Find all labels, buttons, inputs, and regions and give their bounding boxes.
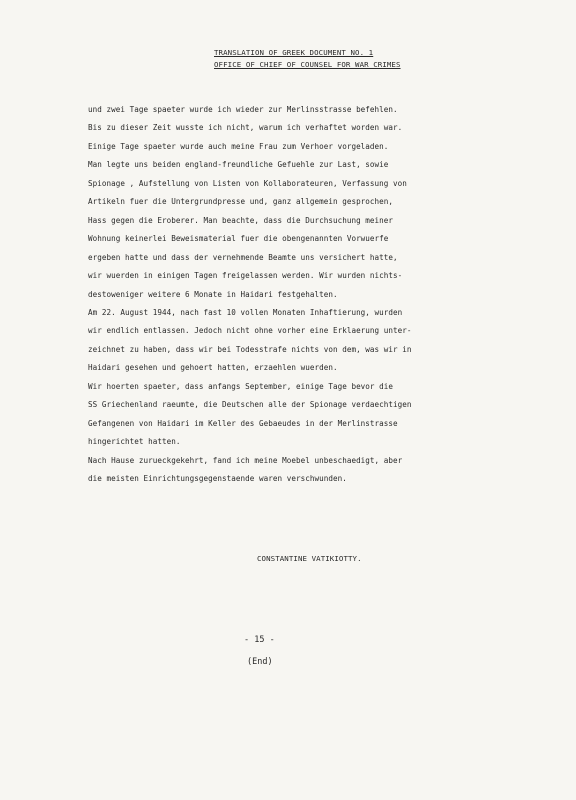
page-number: - 15 - [244, 635, 275, 645]
body-text [88, 101, 488, 489]
body-line: Haidari gesehen und gehoert hatten, erzaehlen wuerden. [88, 363, 338, 373]
header-translation-line: TRANSLATION OF GREEK DOCUMENT NO. 1 [214, 48, 374, 57]
body-line: Hass gegen die Eroberer. Man beachte, dass die Durchsuchung meiner [88, 215, 394, 225]
body-line: Man legte uns beiden england-freundliche Gefuehle zur Last, sowie [88, 160, 389, 170]
body-line: Nach Hause zurueckgekehrt, fand ich meine Moebel unbeschaedigt, aber [88, 455, 403, 465]
document-header [214, 47, 424, 71]
body-line: Wohnung keinerlei Beweismaterial fuer die obengenannten Vorwuerfe [88, 234, 389, 244]
body-line: Wir hoerten spaeter, dass anfangs September, einige Tage bevor die [88, 381, 394, 391]
body-line: wir wuerden in einigen Tagen freigelassen werden. Wir wurden nichts- [88, 271, 403, 281]
body-line: destoweniger weitere 6 Monate in Haidari festgehalten. [88, 289, 338, 299]
body-line: Einige Tage spaeter wurde auch meine Frau zum Verhoer vorgeladen. [88, 141, 389, 151]
body-line: Artikeln fuer die Untergrundpresse und, ganz allgemein gesprochen, [88, 197, 394, 207]
body-line: SS Griechenland raeumte, die Deutschen alle der Spionage verdaechtigen [88, 400, 412, 410]
body-line: ergeben hatte und dass der vernehmende Beamte uns versichert hatte, [88, 252, 398, 262]
body-line: hingerichtet hatten. [88, 437, 181, 447]
body-line: und zwei Tage spaeter wurde ich wieder zur Merlinsstrasse befehlen. [88, 105, 398, 114]
header-office-line: OFFICE OF CHIEF OF COUNSEL FOR WAR CRIMES [214, 60, 401, 69]
body-line: Gefangenen von Haidari im Keller des Gebaeudes in der Merlinstrasse [88, 418, 398, 428]
body-line: die meisten Einrichtungsgegenstaende waren verschwunden. [88, 474, 347, 484]
body-line: Spionage , Aufstellung von Listen von Kollaborateuren, Verfassung von [88, 178, 407, 188]
body-line: wir endlich entlassen. Jedoch nicht ohne vorher eine Erklaerung unter- [88, 326, 412, 336]
body-line: Bis zu dieser Zeit wusste ich nicht, warum ich verhaftet worden war. [88, 123, 403, 133]
body-line: zeichnet zu haben, dass wir bei Todesstrafe nichts von dem, was wir in [88, 344, 412, 354]
body-line: Am 22. August 1944, nach fast 10 vollen Monaten Inhaftierung, wurden [88, 307, 403, 317]
end-mark: (End) [247, 657, 273, 667]
signature: CONSTANTINE VATIKIOTTY. [257, 554, 362, 563]
